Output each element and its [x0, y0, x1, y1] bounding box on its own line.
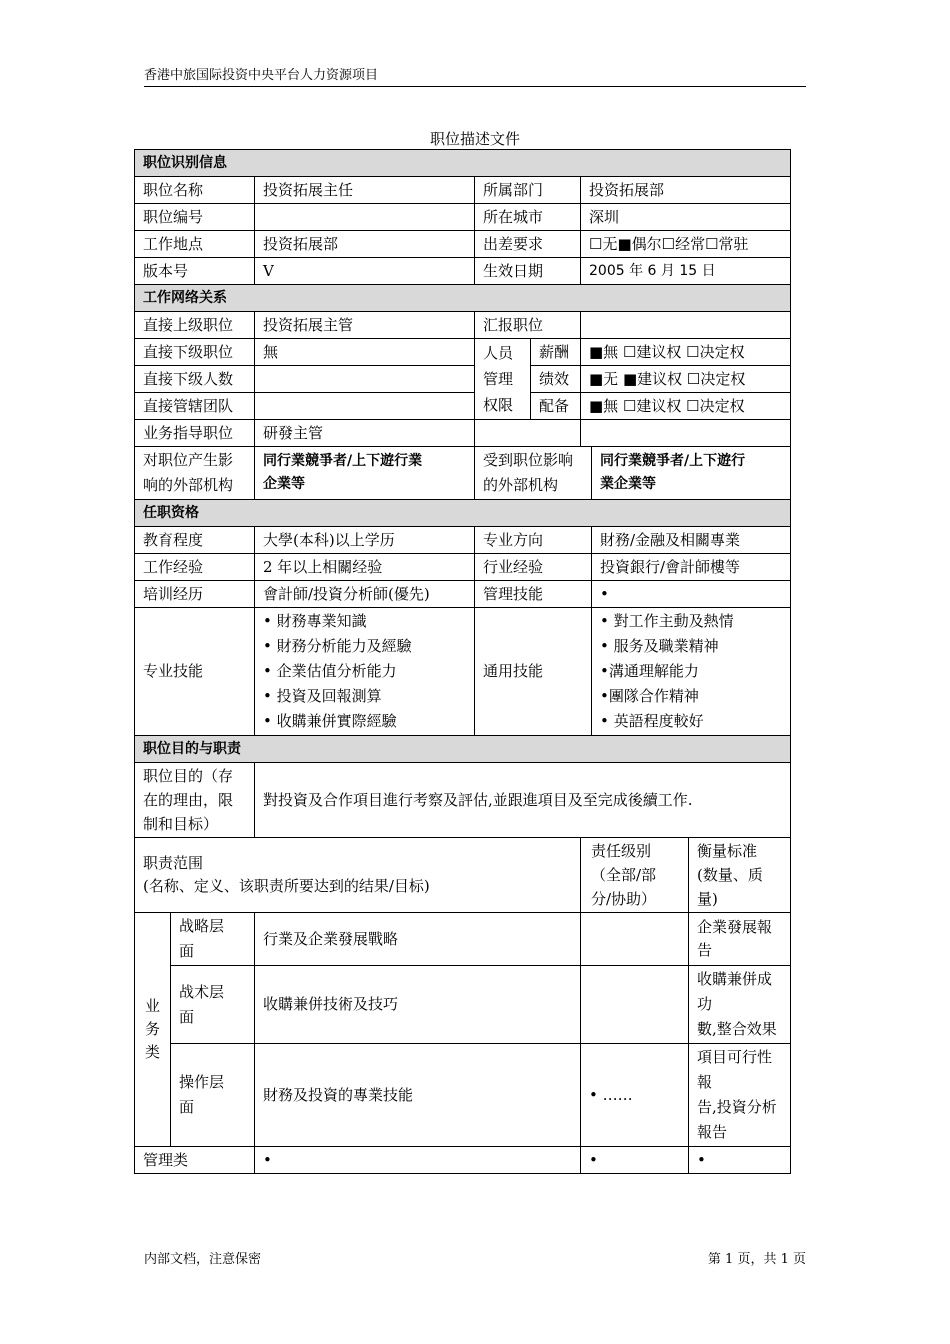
list-item: • 收購兼併實際經驗 [263, 712, 397, 730]
label-education: 教育程度 [135, 527, 255, 554]
purpose-text: 對投資及合作項目進行考察及評估,並跟進項目及至完成後續工作. [255, 763, 791, 838]
list-item: • 服务及職業精神 [600, 637, 719, 655]
label-industry: 行业经验 [475, 554, 592, 581]
label-business: 业 务 类 [135, 913, 171, 1147]
label-position-no: 职位编号 [135, 204, 255, 231]
training: 會計師/投資分析師(優先) [255, 581, 475, 608]
city: 深圳 [581, 204, 791, 231]
team [255, 393, 475, 420]
label-pro-skills: 专业技能 [135, 608, 255, 736]
operate-measure: 項目可行性報 告,投資分析 報告 [689, 1044, 791, 1147]
list-item: • 英語程度較好 [600, 712, 704, 730]
label-city: 所在城市 [475, 204, 581, 231]
footer-confidential: 内部文档，注意保密 [144, 1252, 262, 1267]
list-item: • 投資及回報測算 [263, 687, 382, 705]
footer-page-number: 第 1 页，共 1 页 [707, 1252, 806, 1267]
strategy-measure: 企業發展報告 [689, 913, 791, 966]
label-travel: 出差要求 [475, 231, 581, 258]
guidance-spare-2 [581, 420, 791, 447]
experience: 2 年以上相關经验 [255, 554, 475, 581]
location: 投资拓展部 [255, 231, 475, 258]
section-identification: 职位识别信息 [135, 150, 791, 177]
label-location: 工作地点 [135, 231, 255, 258]
label-sub-count: 直接下级人数 [135, 366, 255, 393]
mgmt-level: • [581, 1147, 689, 1174]
report [581, 312, 791, 339]
operate: 財務及投資的專業技能 [255, 1044, 581, 1147]
label-mgmt-skill: 管理技能 [475, 581, 592, 608]
version: V [255, 258, 475, 285]
label-report: 汇报职位 [475, 312, 581, 339]
superior: 投资拓展主管 [255, 312, 475, 339]
tactic: 收購兼併技術及技巧 [255, 966, 581, 1044]
section-qualification: 任职资格 [135, 500, 791, 527]
label-department: 所属部门 [475, 177, 581, 204]
guidance: 研發主管 [255, 420, 475, 447]
label-experience: 工作经验 [135, 554, 255, 581]
mgmt-measure: • [689, 1147, 791, 1174]
mgmt-skill: • [592, 581, 791, 608]
document-title: 职位描述文件 [429, 130, 520, 148]
section-purpose: 职位目的与职责 [135, 736, 791, 763]
label-level: 责任级别 （全部/部 分/协助） [581, 838, 689, 913]
sub-count [255, 366, 475, 393]
label-major: 专业方向 [475, 527, 592, 554]
tactic-measure: 收購兼併成功 數,整合效果 [689, 966, 791, 1044]
label-performance: 绩效 [531, 366, 581, 393]
label-position-name: 职位名称 [135, 177, 255, 204]
strategy-level [581, 913, 689, 966]
department: 投资拓展部 [581, 177, 791, 204]
label-operate: 操作层 面 [171, 1044, 255, 1147]
effective-date: 2005 年 6 月 15 日 [581, 258, 791, 285]
label-version: 版本号 [135, 258, 255, 285]
operate-level: • …… [581, 1044, 689, 1147]
page-header: 香港中旅国际投资中央平台人力资源项目 [144, 64, 806, 87]
label-effective-date: 生效日期 [475, 258, 581, 285]
label-tactic: 战术层 面 [171, 966, 255, 1044]
label-guidance: 业务指导职位 [135, 420, 255, 447]
label-subordinate: 直接下级职位 [135, 339, 255, 366]
label-team: 直接管辖团队 [135, 393, 255, 420]
label-superior: 直接上级职位 [135, 312, 255, 339]
section-network: 工作网络关系 [135, 285, 791, 312]
gen-skills-list [592, 608, 791, 736]
position-name: 投资拓展主任 [255, 177, 475, 204]
label-purpose: 职位目的（存 在的理由，限 制和目标） [135, 763, 255, 838]
major: 財務/金融及相關專業 [592, 527, 791, 554]
label-influence-out: 对职位产生影 响的外部机构 [135, 447, 255, 500]
list-item: • 財務專業知識 [263, 612, 367, 630]
list-item: •團隊合作精神 [600, 687, 699, 705]
list-item: •溝通理解能力 [600, 662, 699, 680]
guidance-spare [475, 420, 581, 447]
strategy: 行業及企業發展戰略 [255, 913, 581, 966]
mgmt-category: • [255, 1147, 581, 1174]
label-mgmt-category: 管理类 [135, 1147, 255, 1174]
performance-authority: ■无 ■建议权 ☐决定权 [581, 366, 791, 393]
influenced: 同行業競爭者/上下遊行 業企業等 [592, 447, 791, 500]
industry: 投資銀行/會計師樓等 [592, 554, 791, 581]
label-salary: 薪酬 [531, 339, 581, 366]
job-description-table [134, 149, 791, 1174]
list-item: • 對工作主動及熱情 [600, 612, 734, 630]
education: 大學(本科)以上学历 [255, 527, 475, 554]
list-item: • 企業估值分析能力 [263, 662, 397, 680]
staffing-authority: ■無 ☐建议权 ☐决定权 [581, 393, 791, 420]
label-influenced: 受到职位影响 的外部机构 [475, 447, 592, 500]
label-authority: 人员 管理 权限 [475, 339, 531, 420]
subordinate: 無 [255, 339, 475, 366]
influence-out: 同行業競爭者/上下遊行業 企業等 [255, 447, 475, 500]
label-staffing: 配备 [531, 393, 581, 420]
list-item: • 財務分析能力及經驗 [263, 637, 412, 655]
label-scope: 职责范围 (名称、定义、该职责所要达到的结果/目标) [135, 838, 581, 913]
label-measure: 衡量标准 (数量、质量) [689, 838, 791, 913]
salary-authority: ■無 ☐建议权 ☐决定权 [581, 339, 791, 366]
label-strategy: 战略层 面 [171, 913, 255, 966]
tactic-level [581, 966, 689, 1044]
position-no [255, 204, 475, 231]
pro-skills-list [255, 608, 475, 736]
label-training: 培训经历 [135, 581, 255, 608]
travel-options: ☐无■偶尔☐经常☐常驻 [581, 231, 791, 258]
label-gen-skills: 通用技能 [475, 608, 592, 736]
